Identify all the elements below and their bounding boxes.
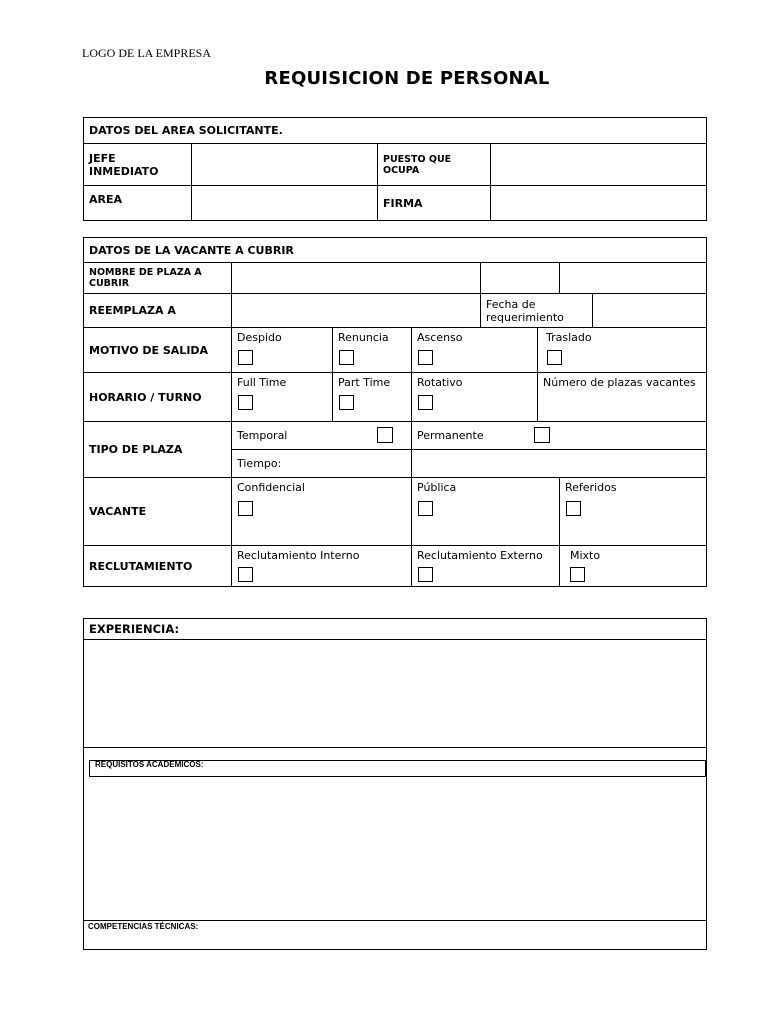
reclutamiento-interno-checkbox[interactable] bbox=[238, 567, 253, 582]
reclutamiento-mixto-label: Mixto bbox=[570, 549, 601, 562]
horario-parttime-label: Part Time bbox=[338, 376, 391, 389]
reemplaza-field[interactable] bbox=[232, 294, 481, 328]
vacante-table bbox=[83, 237, 707, 587]
tipo-plaza-temporal-checkbox[interactable] bbox=[377, 427, 393, 443]
fecha-requerimiento-label: Fecha de requerimiento bbox=[481, 294, 593, 328]
requisitos-academicos-label: REQUISITOS ACADEMICOS: bbox=[95, 760, 204, 769]
motivo-despido-option bbox=[232, 328, 333, 373]
nombre-plaza-field[interactable] bbox=[232, 263, 481, 294]
firma-field[interactable] bbox=[491, 186, 707, 221]
horario-turno-label: HORARIO / TURNO bbox=[84, 373, 232, 422]
horario-parttime-checkbox[interactable] bbox=[339, 395, 354, 410]
puesto-field[interactable] bbox=[491, 144, 707, 186]
horario-rotativo-checkbox[interactable] bbox=[418, 395, 433, 410]
motivo-ascenso-label: Ascenso bbox=[417, 331, 463, 344]
vacante-confidencial-label: Confidencial bbox=[237, 481, 305, 494]
tipo-plaza-permanente-option bbox=[412, 422, 707, 450]
motivo-traslado-checkbox[interactable] bbox=[547, 350, 562, 365]
motivo-ascenso-option bbox=[412, 328, 538, 373]
section-title-vacante: DATOS DE LA VACANTE A CUBRIR bbox=[84, 238, 707, 263]
jefe-inmediato-label: JEFE INMEDIATO bbox=[84, 144, 192, 186]
vacante-referidos-option bbox=[560, 478, 707, 546]
area-field[interactable] bbox=[192, 186, 378, 221]
page-title: REQUISICION DE PERSONAL bbox=[264, 68, 550, 89]
motivo-renuncia-checkbox[interactable] bbox=[339, 350, 354, 365]
vacante-referidos-checkbox[interactable] bbox=[566, 501, 581, 516]
horario-rotativo-option bbox=[412, 373, 538, 422]
nombre-plaza-extra-field[interactable] bbox=[481, 263, 560, 294]
motivo-despido-checkbox[interactable] bbox=[238, 350, 253, 365]
motivo-renuncia-option bbox=[333, 328, 412, 373]
experiencia-divider bbox=[83, 747, 707, 748]
tipo-plaza-temporal-option bbox=[232, 422, 412, 450]
jefe-inmediato-field[interactable] bbox=[192, 144, 378, 186]
tipo-plaza-tiempo-label: Tiempo: bbox=[237, 457, 282, 470]
reclutamiento-externo-checkbox[interactable] bbox=[418, 567, 433, 582]
puesto-label: PUESTO QUE OCUPA bbox=[378, 144, 491, 186]
horario-fulltime-label: Full Time bbox=[237, 376, 287, 389]
vacante-label: VACANTE bbox=[84, 478, 232, 546]
horario-fulltime-option bbox=[232, 373, 333, 422]
reemplaza-label: REEMPLAZA A bbox=[84, 294, 232, 328]
vacante-confidencial-option bbox=[232, 478, 412, 546]
motivo-traslado-label: Traslado bbox=[546, 331, 592, 344]
reclutamiento-interno-option bbox=[232, 546, 412, 587]
competencias-tecnicas-field[interactable] bbox=[84, 932, 706, 949]
horario-rotativo-label: Rotativo bbox=[417, 376, 463, 389]
motivo-renuncia-label: Renuncia bbox=[338, 331, 389, 344]
nombre-plaza-label: NOMBRE DE PLAZA A CUBRIR bbox=[84, 263, 232, 294]
nombre-plaza-extra-field-2[interactable] bbox=[560, 263, 707, 294]
reclutamiento-interno-label: Reclutamiento Interno bbox=[237, 549, 360, 562]
horario-parttime-option bbox=[333, 373, 412, 422]
motivo-salida-label: MOTIVO DE SALIDA bbox=[84, 328, 232, 373]
motivo-traslado-option bbox=[538, 328, 707, 373]
tipo-plaza-tiempo-field[interactable] bbox=[232, 450, 412, 478]
reclutamiento-externo-option bbox=[412, 546, 560, 587]
firma-label: FIRMA bbox=[378, 186, 491, 221]
experiencia-label: EXPERIENCIA: bbox=[89, 622, 180, 636]
company-logo-placeholder: LOGO DE LA EMPRESA bbox=[82, 46, 212, 60]
motivo-ascenso-checkbox[interactable] bbox=[418, 350, 433, 365]
vacante-publica-label: Pública bbox=[417, 481, 457, 494]
reclutamiento-label: RECLUTAMIENTO bbox=[84, 546, 232, 587]
vacante-referidos-label: Referidos bbox=[565, 481, 617, 494]
section-title-area: DATOS DEL AREA SOLICITANTE. bbox=[84, 118, 707, 144]
vacante-publica-option bbox=[412, 478, 560, 546]
reclutamiento-mixto-checkbox[interactable] bbox=[570, 567, 585, 582]
tipo-plaza-label: TIPO DE PLAZA bbox=[84, 422, 232, 478]
competencias-tecnicas-label: COMPETENCIAS TÉCNICAS: bbox=[88, 922, 199, 931]
plazas-vacantes-field[interactable] bbox=[538, 373, 707, 422]
plazas-vacantes-label: Número de plazas vacantes bbox=[543, 376, 696, 389]
tipo-plaza-permanente-checkbox[interactable] bbox=[534, 427, 550, 443]
experiencia-field[interactable] bbox=[84, 640, 706, 747]
vacante-confidencial-checkbox[interactable] bbox=[238, 501, 253, 516]
horario-fulltime-checkbox[interactable] bbox=[238, 395, 253, 410]
reclutamiento-mixto-option bbox=[560, 546, 707, 587]
requisitos-academicos-field[interactable] bbox=[84, 778, 706, 920]
tipo-plaza-temporal-label: Temporal bbox=[237, 429, 288, 442]
tipo-plaza-permanente-label: Permanente bbox=[417, 429, 484, 442]
area-solicitante-table bbox=[83, 117, 707, 221]
tipo-plaza-tiempo-extra-field[interactable] bbox=[412, 450, 707, 478]
area-label: AREA bbox=[84, 186, 192, 221]
vacante-publica-checkbox[interactable] bbox=[418, 501, 433, 516]
competencias-divider bbox=[83, 920, 707, 921]
reclutamiento-externo-label: Reclutamiento Externo bbox=[417, 549, 543, 562]
fecha-requerimiento-field[interactable] bbox=[593, 294, 707, 328]
motivo-despido-label: Despido bbox=[237, 331, 282, 344]
